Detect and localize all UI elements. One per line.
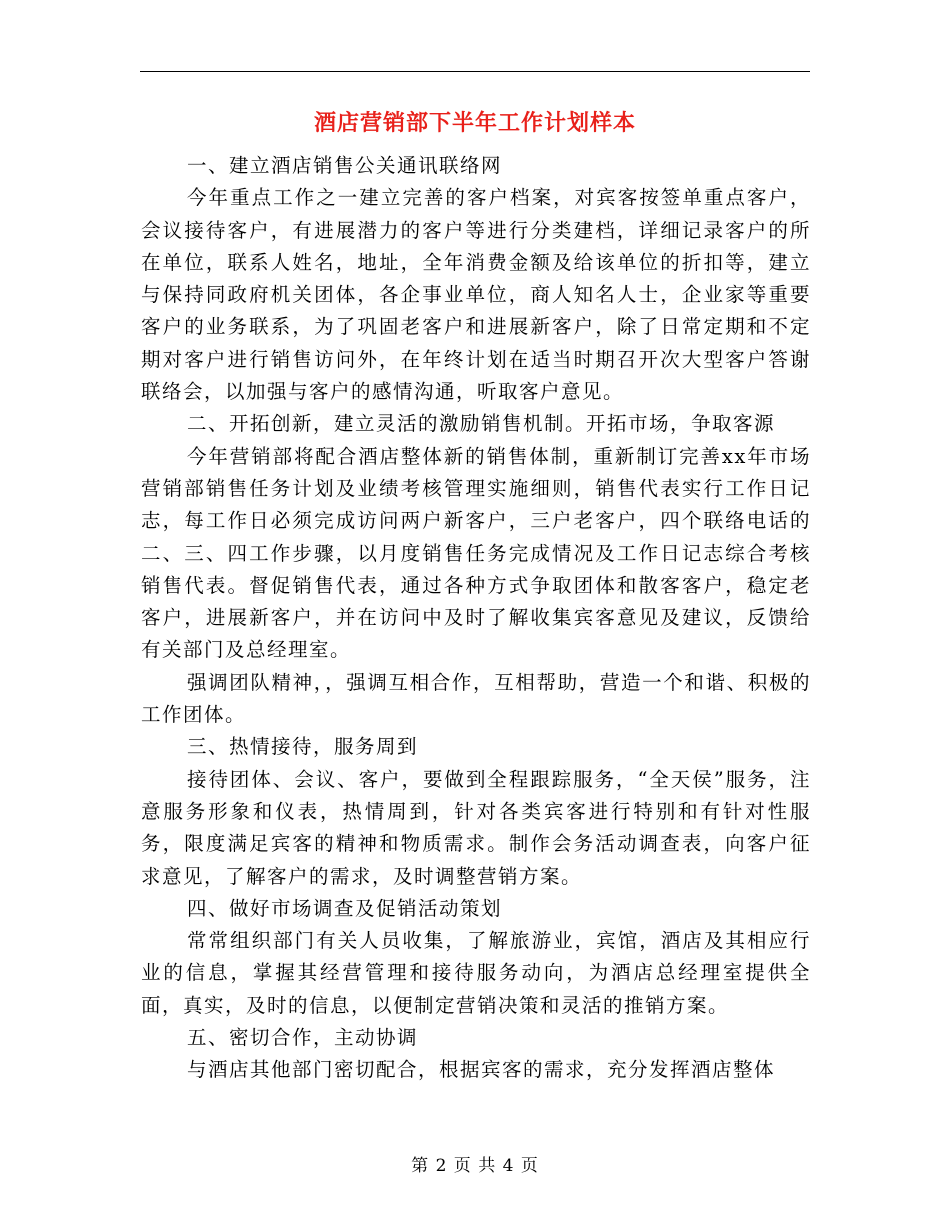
- paragraph-5: 常常组织部门有关人员收集，了解旅游业，宾馆，酒店及其相应行业的信息，掌握其经营管理和接待服务动向，为酒店总经理室提供全面，真实，及时的信息，以便制定营销决策和灵活的推销方案。: [141, 929, 811, 1017]
- document-body: [141, 150, 811, 1087]
- page-number: 第 2 页 共 4 页: [411, 1156, 539, 1176]
- section-heading-4: 四、做好市场调查及促销活动策划: [187, 896, 503, 920]
- paragraph-6: 与酒店其他部门密切配合，根据宾客的需求，充分发挥酒店整体: [187, 1058, 776, 1082]
- section-heading-3: 三、热情接待，服务周到: [187, 735, 419, 759]
- paragraph-4: 接待团体、会议、客户，要做到全程跟踪服务，“全天侯”服务，注意服务形象和仪表，热情周到，针对各类宾客进行特别和有针对性服务，限度满足宾客的精神和物质需求。制作会务活动调查表，向客户征求意见，了解客户的需求，及时调整营销方案。: [141, 767, 811, 888]
- header-rule: [140, 71, 810, 72]
- section-heading-2: 二、开拓创新，建立灵活的激励销售机制。开拓市场，争取客源: [187, 412, 776, 436]
- paragraph-1: 今年重点工作之一建立完善的客户档案，对宾客按签单重点客户，会议接待客户，有进展潜力的客户等进行分类建档，详细记录客户的所在单位，联系人姓名，地址，全年消费金额及给该单位的折扣等，建立与保持同政府机关团体，各企事业单位，商人知名人士，企业家等重要客户的业务联系，为了巩固老客户和进展新客户，除了日常定期和不定期对客户进行销售访问外，在年终计划在适当时期召开次大型客户答谢联络会，以加强与客户的感情沟通，听取客户意见。: [141, 186, 811, 404]
- document-title: 酒店营销部下半年工作计划样本: [313, 111, 636, 136]
- paragraph-3: 强调团队精神，，强调互相合作，互相帮助，营造一个和谐、积极的工作团体。: [141, 670, 811, 727]
- section-heading-1: 一、建立酒店销售公关通讯联络网: [187, 154, 503, 177]
- paragraph-2: 今年营销部将配合酒店整体新的销售体制，重新制订完善xx年市场营销部销售任务计划及业绩考核管理实施细则，销售代表实行工作日记志，每工作日必须完成访问两户新客户，三户老客户，四个联络电话的二、三、四工作步骤，以月度销售任务完成情况及工作日记志综合考核销售代表。督促销售代表，通过各种方式争取团体和散客客户，稳定老客户，进展新客户，并在访问中及时了解收集宾客意见及建议，反馈给有关部门及总经理室。: [141, 444, 811, 662]
- section-heading-5: 五、密切合作，主动协调: [187, 1026, 419, 1050]
